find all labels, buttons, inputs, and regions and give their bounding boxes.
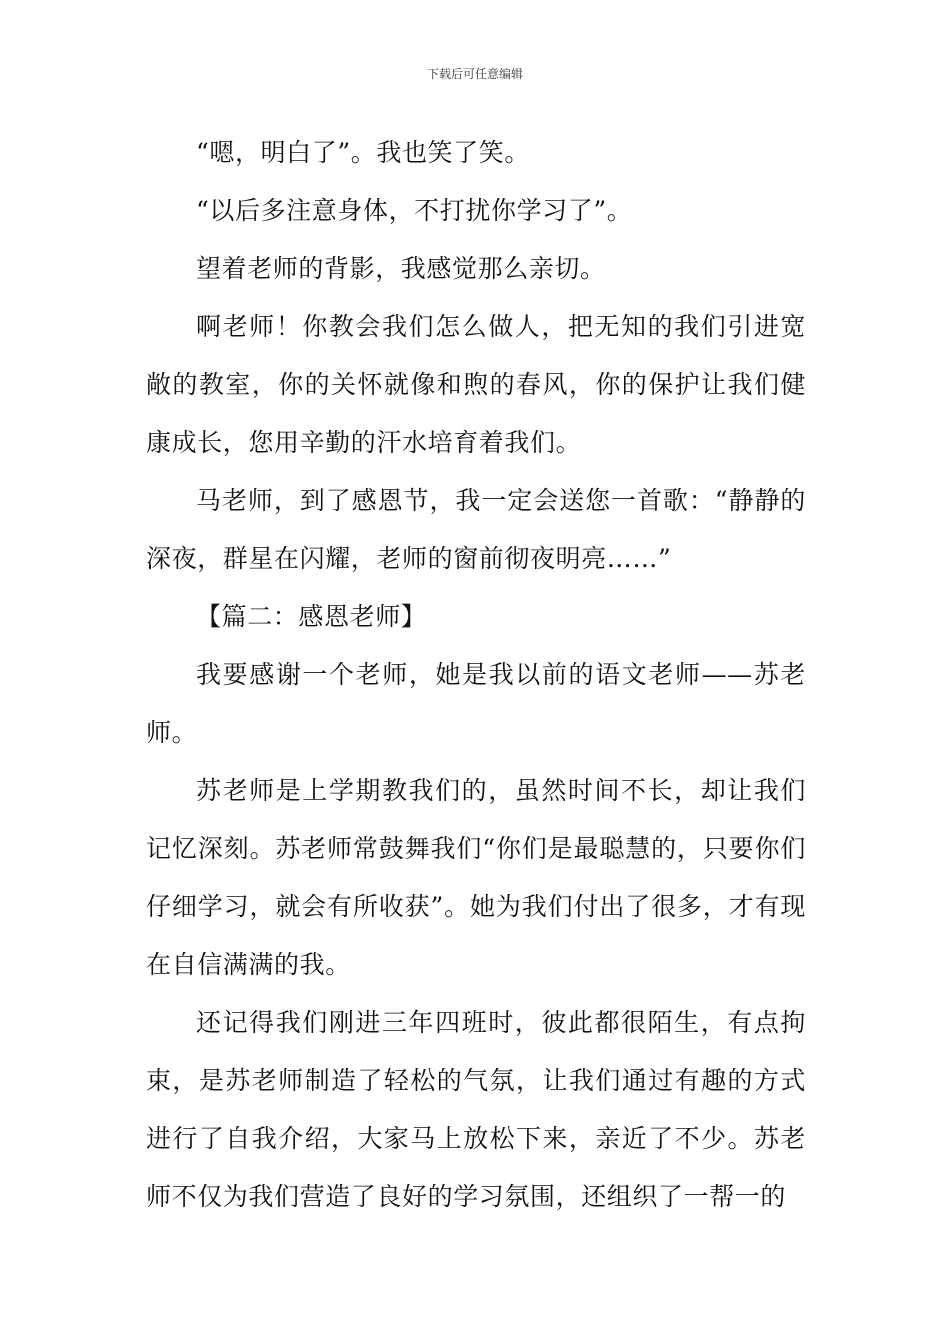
paragraph: “嗯，明白了”。我也笑了笑。	[196, 138, 530, 167]
paragraph: “以后多注意身体，不打扰你学习了”。	[196, 196, 633, 225]
paragraph: 还记得我们刚进三年四班时，彼此都很陌生，有点拘束，是苏老师制造了轻松的气氛，让我们通过有趣的方式进行了自我介绍，大家马上放松下来，亲近了不少。苏老师不仅为我们营造了良好的学习氛围，还组织了一帮一的	[146, 1008, 806, 1211]
paragraph: 我要感谢一个老师，她是我以前的语文老师——苏老师。	[146, 660, 806, 747]
document-body	[146, 124, 806, 1226]
paragraph: 马老师，到了感恩节，我一定会送您一首歌：“静静的深夜，群星在闪耀，老师的窗前彻夜明亮……”	[146, 486, 806, 573]
page-header: 下载后可任意编辑	[426, 67, 523, 81]
paragraph: 望着老师的背影，我感觉那么亲切。	[196, 254, 606, 283]
section-heading: 【篇二：感恩老师】	[196, 602, 427, 631]
paragraph: 啊老师！你教会我们怎么做人，把无知的我们引进宽敞的教室，你的关怀就像和煦的春风，你的保护让我们健康成长，您用辛勤的汗水培育着我们。	[146, 312, 806, 457]
paragraph: 苏老师是上学期教我们的，虽然时间不长，却让我们记忆深刻。苏老师常鼓舞我们“你们是最聪慧的，只要你们仔细学习，就会有所收获”。她为我们付出了很多，才有现在自信满满的我。	[146, 776, 806, 979]
